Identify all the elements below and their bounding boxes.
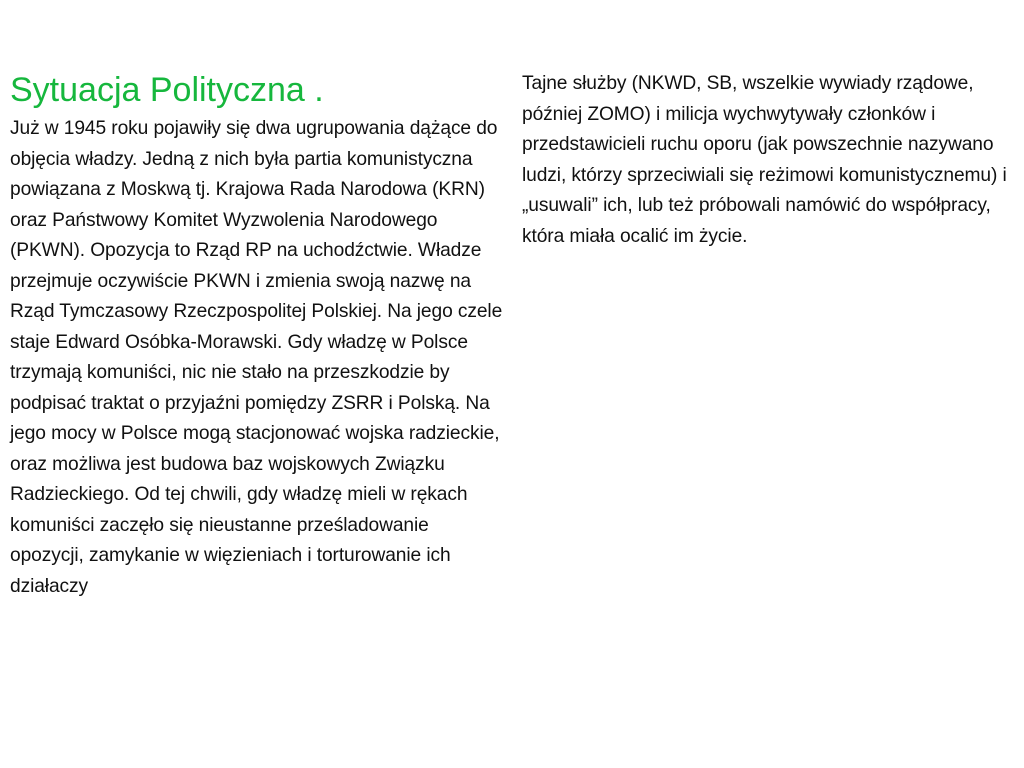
right-column [522,69,1018,252]
slide-title: Sytuacja Polityczna . [10,71,324,109]
right-body-text: Tajne służby (NKWD, SB, wszelkie wywiady rządowe, później ZOMO) i milicja wychwytywały członków i przedstawicieli ruchu oporu (jak powszechnie nazywano ludzi, którzy sprzeciwiali się reżimowi komunistycznemu) i „usuwali” ich, lub też próbowali namówić do współpracy, która miała ocalić im życie. [522,73,1007,247]
left-body-text: Już w 1945 roku pojawiły się dwa ugrupowania dążące do objęcia władzy. Jedną z nich była partia komunistyczna powiązana z Moskwą tj. Krajowa Rada Narodowa (KRN) oraz Państwowy Komitet Wyzwolenia Narodowego (PKWN). Opozycja to Rząd RP na uchodźctwie. Władze przejmuje oczywiście PKWN i zmienia swoją nazwę na Rząd Tymczasowy Rzeczpospolitej Polskiej. Na jego czele staje Edward Osóbka-Morawski. Gdy władzę w Polsce trzymają komuniści, nic nie stało na przeszkodzie by podpisać traktat o przyjaźni pomiędzy ZSRR i Polską. Na jego mocy w Polsce mogą stacjonować wojska radzieckie, oraz możliwa jest budowa baz wojskowych Związku Radzieckiego. Od tej chwili, gdy władzę mieli w rękach komuniści zaczęło się nieustanne prześladowanie opozycji, zamykanie w więzieniach i torturowanie ich działaczy [10,118,503,597]
left-column [10,68,504,602]
